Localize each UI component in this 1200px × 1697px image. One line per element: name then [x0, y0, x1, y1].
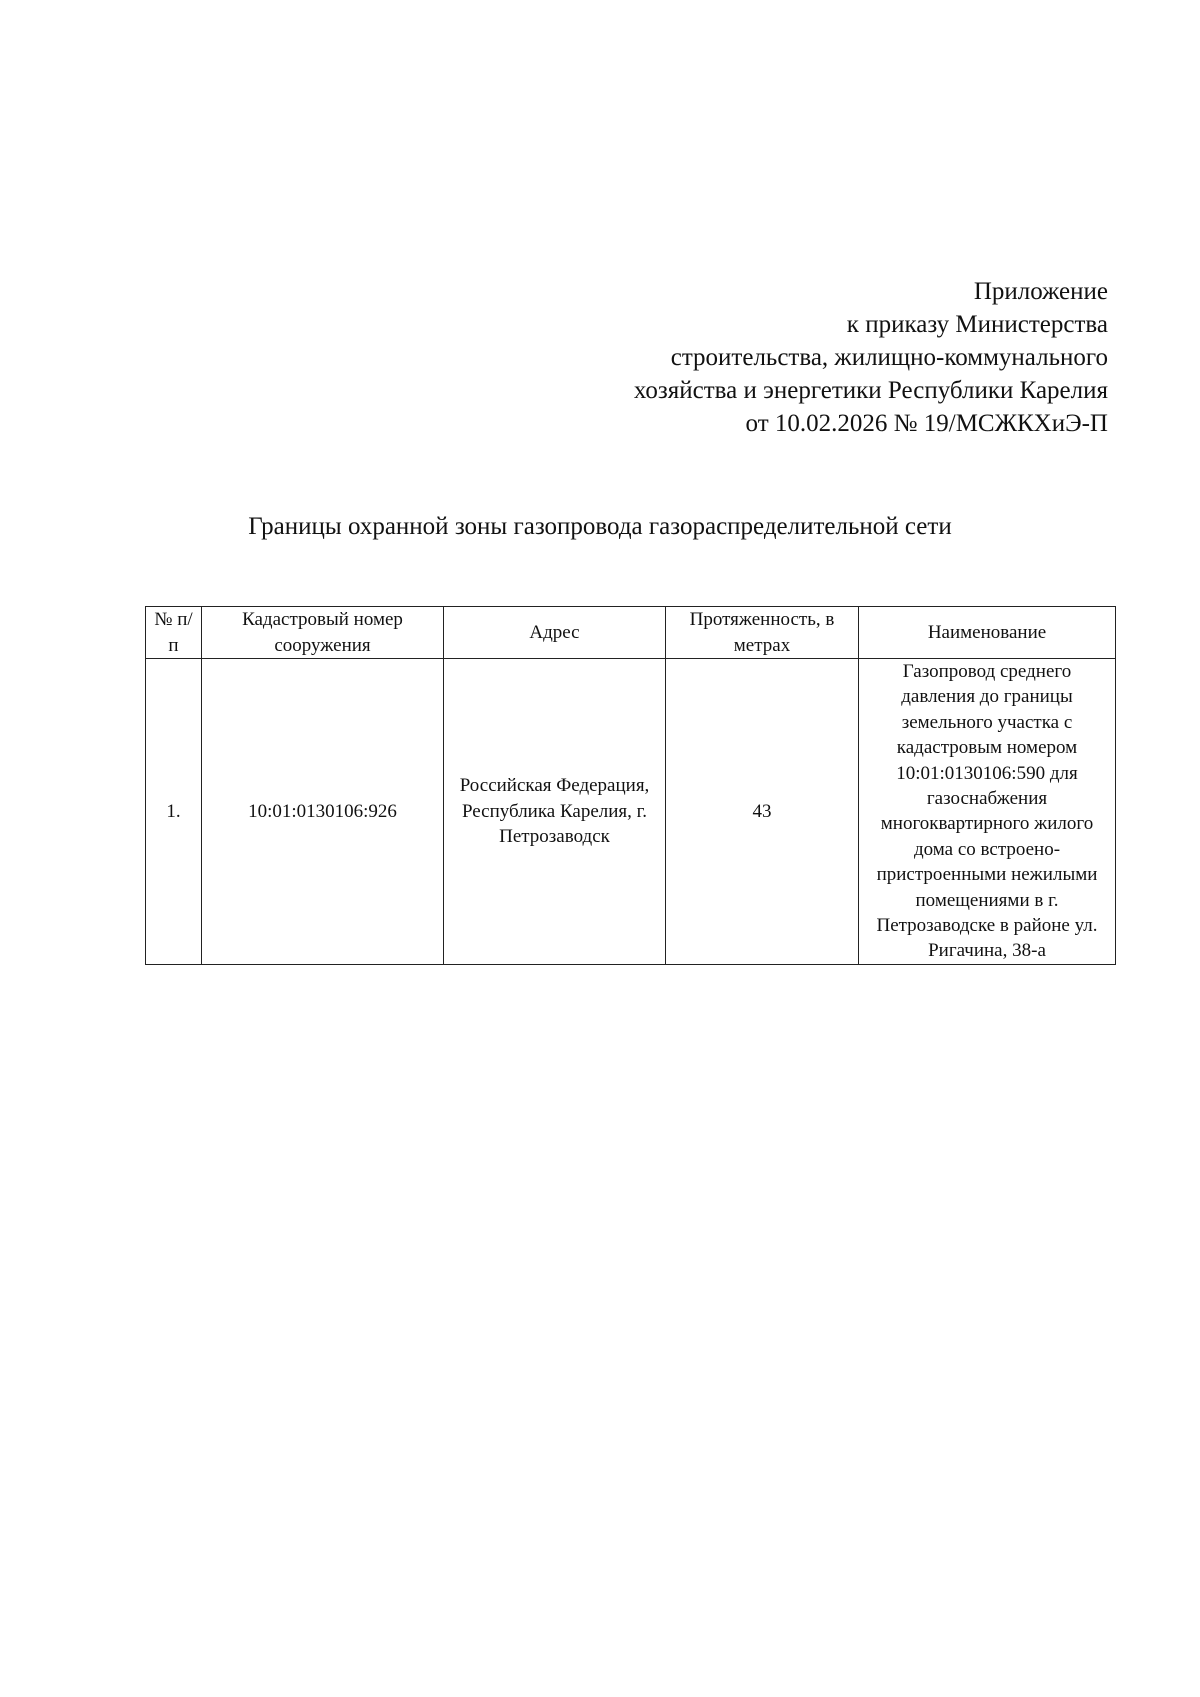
appendix-line: Приложение — [973, 278, 1108, 305]
table-row — [146, 659, 1116, 965]
header-name: Наименование — [859, 607, 1116, 659]
header-address: Адрес — [444, 607, 666, 659]
cell-length: 43 — [666, 659, 859, 965]
appendix-line: хозяйства и энергетики Республики Карелия — [633, 377, 1108, 404]
appendix-line: строительства, жилищно-коммунального — [670, 344, 1108, 371]
header-num: № п/п — [146, 607, 202, 659]
document-title: Границы охранной зоны газопровода газораспределительной сети — [248, 513, 952, 540]
appendix-order-date-line: от 10.02.2026 № 19/МСЖКХиЭ-П — [745, 410, 1108, 437]
header-cadastral-number: Кадастровый номер сооружения — [202, 607, 444, 659]
appendix-line: к приказу Министерства — [846, 311, 1108, 338]
cell-address: Российская Федерация, Республика Карелия, г. Петрозаводск — [444, 659, 666, 965]
gas-pipeline-zone-table — [145, 606, 1116, 965]
table-header-row — [146, 607, 1116, 659]
header-length: Протяженность, в метрах — [666, 607, 859, 659]
appendix-block — [408, 275, 1108, 440]
cell-num: 1. — [146, 659, 202, 965]
cell-cadastral-number: 10:01:0130106:926 — [202, 659, 444, 965]
cell-name: Газопровод среднего давления до границы земельного участка с кадастровым номером 10:01:0130106:590 для газоснабжения многоквартирного жилого дома со встроено-пристроенными нежилыми помещениями в г. Петрозаводске в районе ул. Ригачина, 38-а — [859, 659, 1116, 965]
